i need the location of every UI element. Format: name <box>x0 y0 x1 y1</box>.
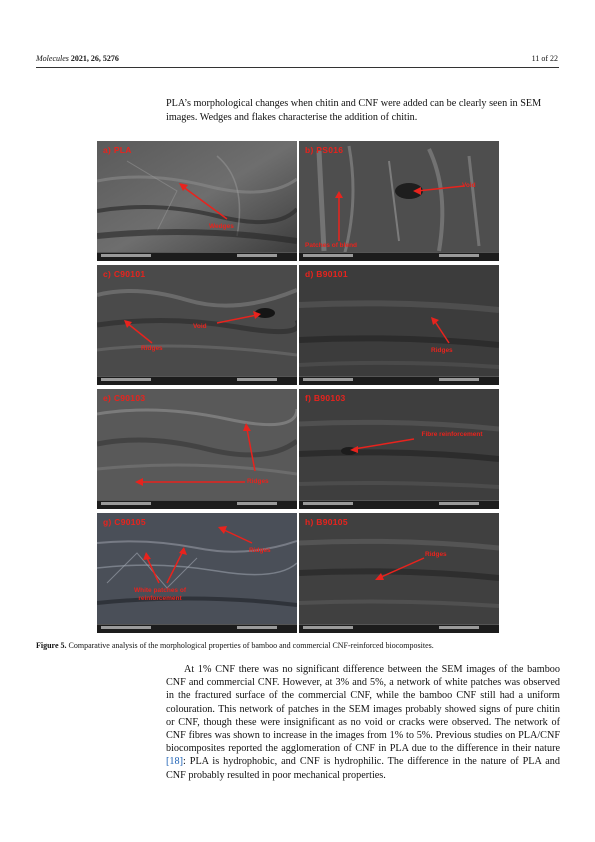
annotation-label: Patches of blend <box>305 242 358 249</box>
sem-info-bar <box>299 252 499 261</box>
panel-label: a) PLA <box>103 145 132 155</box>
sem-panel-h <box>299 513 499 633</box>
sem-info-bar <box>97 624 297 633</box>
figure-caption: Figure 5. Comparative analysis of the morphological properties of bamboo and commercial CNF-reinforced biocomposites. <box>36 641 434 650</box>
sem-panel-b <box>299 141 499 261</box>
panel-label: d) B90101 <box>305 269 348 279</box>
sem-info-bar <box>299 376 499 385</box>
panel-label: f) B90103 <box>305 393 346 403</box>
sem-panel-a <box>97 141 297 261</box>
annotation-label: Wedges <box>209 223 234 230</box>
annotation-label: Ridges <box>247 478 269 485</box>
sem-panel-f <box>299 389 499 509</box>
sem-info-bar <box>97 500 297 509</box>
page-number: 11 of 22 <box>531 54 558 63</box>
annotation-label: Ridges <box>431 347 453 354</box>
panel-label: b) PS016 <box>305 145 344 155</box>
panel-label: e) C90103 <box>103 393 146 403</box>
annotation-label: Ridges <box>425 551 447 558</box>
sem-info-bar <box>97 376 297 385</box>
intro-paragraph: PLA’s morphological changes when chitin and CNF were added can be clearly seen in SEM images. Wedges and flakes characterise the addition of chitin. <box>166 98 542 123</box>
annotation-label: Ridges <box>249 547 271 554</box>
panel-label: h) B90105 <box>305 517 348 527</box>
panel-label: c) C90101 <box>103 269 146 279</box>
annotation-label: Ridges <box>141 345 163 352</box>
annotation-label: White patches of reinforcement <box>133 587 186 602</box>
sem-info-bar <box>299 624 499 633</box>
sem-panel-d <box>299 265 499 385</box>
reference-link[interactable]: [18] <box>166 756 183 768</box>
annotation-label: Void <box>462 182 476 189</box>
sem-panel-g <box>97 513 297 633</box>
annotation-label: Fibre reinforcement <box>421 431 483 438</box>
header-rule <box>36 67 559 68</box>
sem-info-bar <box>97 252 297 261</box>
body-paragraph: At 1% CNF there was no significant difference between the SEM images of the bamboo CNF and commercial CNF. However, at 3% and 5%, a network of white patches was observed in the fractured surface of the commercial CNF, while the bamboo CNF still had a uniform colouration. This network of patches in the SEM images probably showed signs of pure chitin or CNF, though these were insignificant as no void or cracks were observed. The network of CNF fibres was shown to increase in the images from 1% to 5%. Previous studies on PLA/CNF biocomposites reported the agglomeration of CNF in PLA due to the difference in their nature [18]: PLA is hydrophobic, and CNF is hydrophilic. The difference in the nature of PLA and CNF probably resulted in poor mechanical properties. <box>166 664 560 781</box>
panel-label: g) C90105 <box>103 517 146 527</box>
sem-info-bar <box>299 500 499 509</box>
annotation-label: Void <box>193 323 207 330</box>
figure-5 <box>93 137 503 634</box>
journal-citation: Molecules 2021, 26, 5276 <box>36 54 119 63</box>
sem-panel-e <box>97 389 297 509</box>
sem-panel-c <box>97 265 297 385</box>
